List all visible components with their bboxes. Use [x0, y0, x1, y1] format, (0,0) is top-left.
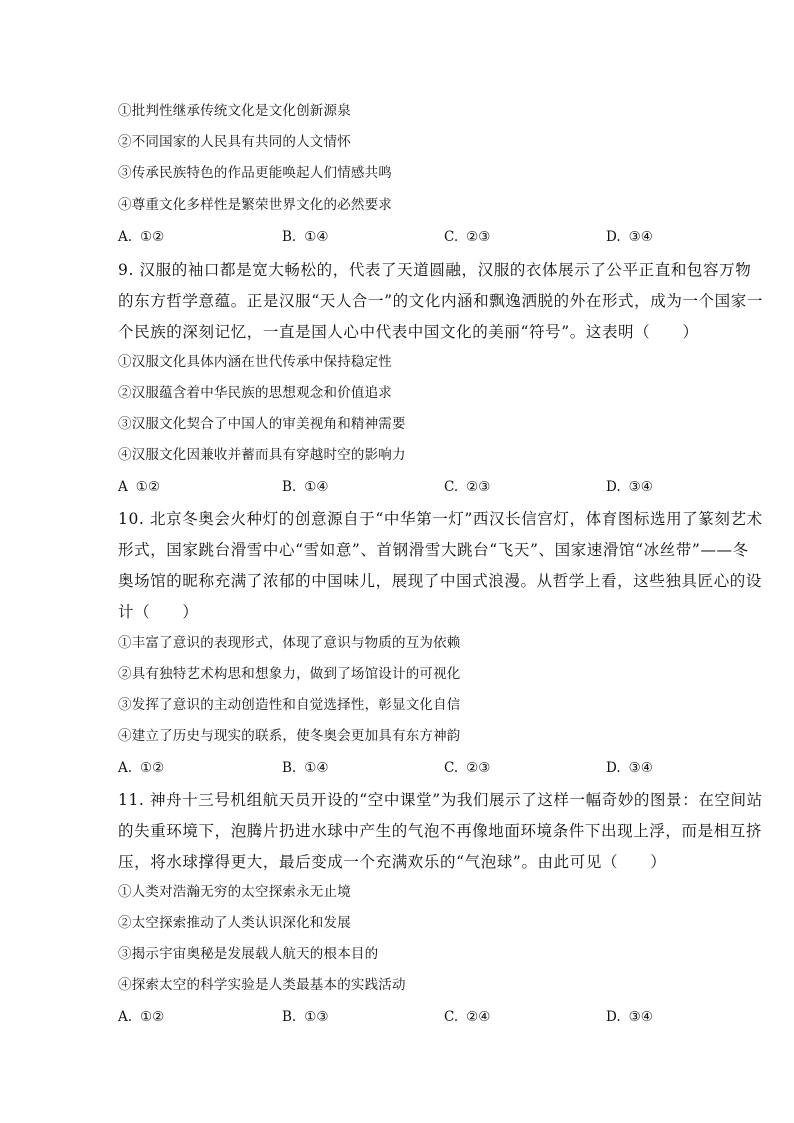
q11-options: [118, 1007, 678, 1027]
q11-item-1: ①人类对浩瀚无穷的太空探索永无止境: [118, 884, 351, 900]
q11-option-a[interactable]: [118, 1007, 164, 1027]
option-letter: A.: [118, 229, 133, 245]
option-letter: C.: [444, 229, 459, 245]
option-text: ②③: [466, 479, 491, 495]
option-letter: B.: [282, 1009, 297, 1025]
option-text: ①②: [140, 760, 165, 776]
option-letter: A.: [118, 1009, 133, 1025]
q9-stem-line-2: 的东方哲学意蕴。正是汉服“天人合一”的文化内涵和飘逸洒脱的外在形式，成为一个国家一: [118, 292, 763, 310]
option-letter: D.: [606, 1009, 621, 1025]
q9-option-d[interactable]: [606, 477, 653, 497]
q10-item-3: ③发挥了意识的主动创造性和自觉选择性，彰显文化自信: [118, 697, 461, 713]
q10-option-c[interactable]: [444, 758, 490, 778]
q10-item-2: ②具有独特艺术构思和想象力，做到了场馆设计的可视化: [118, 666, 461, 682]
option-letter: B.: [282, 760, 297, 776]
q10-option-a[interactable]: [118, 758, 164, 778]
q11-item-4: ④探索太空的科学实验是人类最基本的实践活动: [118, 977, 406, 993]
option-text: ①③: [304, 1009, 329, 1025]
option-text: ③④: [628, 1009, 653, 1025]
option-text: ①④: [304, 479, 329, 495]
option-text: ①②: [140, 229, 165, 245]
q10-options: [118, 758, 678, 778]
option-text: ③④: [628, 479, 653, 495]
q9-item-3: ③汉服文化契合了中国人的审美视角和精神需要: [118, 416, 406, 432]
option-letter: B.: [282, 479, 297, 495]
option-letter: D.: [606, 479, 621, 495]
q9-option-b[interactable]: [282, 477, 328, 497]
option-text: ①④: [304, 229, 329, 245]
option-text: ①②: [135, 479, 160, 495]
q8-item-4: ④尊重文化多样性是繁荣世界文化的必然要求: [118, 197, 392, 213]
option-text: ③④: [628, 760, 653, 776]
option-text: ③④: [628, 229, 653, 245]
q9-option-c[interactable]: [444, 477, 490, 497]
q11-stem-line-2: 的失重环境下，泡腾片扔进水球中产生的气泡不再像地面环境条件下出现上浮，而是相互挤: [118, 822, 763, 840]
q11-option-d[interactable]: [606, 1007, 653, 1027]
q8-item-2: ②不同国家的人民具有共同的人文情怀: [118, 134, 351, 150]
q8-option-b[interactable]: [282, 227, 328, 247]
option-text: ①④: [304, 760, 329, 776]
option-text: ②③: [466, 229, 491, 245]
q10-stem-line-1: 10. 北京冬奥会火种灯的创意源自于“中华第一灯”西汉长信宫灯，体育图标选用了篆刻艺术: [118, 510, 763, 528]
q8-option-a[interactable]: [118, 227, 164, 247]
q9-item-1: ①汉服文化具体内涵在世代传承中保持稳定性: [118, 354, 392, 370]
option-letter: C.: [444, 760, 459, 776]
q10-stem-line-4: 计（ ）: [118, 603, 199, 621]
q8-option-c[interactable]: [444, 227, 490, 247]
q11-stem-line-3: 压，将水球撑得更大，最后变成一个充满欢乐的“气泡球”。由此可见（ ）: [118, 853, 667, 871]
option-letter: D.: [606, 760, 621, 776]
q9-stem-line-3: 个民族的深刻记忆，一直是国人心中代表中国文化的美丽“符号”。这表明（ ）: [118, 323, 699, 341]
option-text: ②④: [466, 1009, 491, 1025]
q9-item-2: ②汉服蕴含着中华民族的思想观念和价值追求: [118, 385, 392, 401]
option-letter: A.: [118, 760, 133, 776]
q11-stem-line-1: 11. 神舟十三号机组航天员开设的“空中课堂”为我们展示了这样一幅奇妙的图景：在空间站: [118, 791, 763, 809]
q10-item-1: ①丰富了意识的表现形式，体现了意识与物质的互为依赖: [118, 635, 461, 651]
q11-option-c[interactable]: [444, 1007, 490, 1027]
q10-item-4: ④建立了历史与现实的联系，使冬奥会更加具有东方神韵: [118, 728, 461, 744]
q9-options: [118, 477, 678, 497]
option-letter: A: [118, 479, 128, 495]
q9-option-a[interactable]: [118, 477, 160, 497]
option-text: ①②: [140, 1009, 165, 1025]
option-letter: D.: [606, 229, 621, 245]
q11-item-2: ②太空探索推动了人类认识深化和发展: [118, 915, 351, 931]
q11-item-3: ③揭示宇宙奥秘是发展载人航天的根本目的: [118, 946, 379, 962]
q8-item-3: ③传承民族特色的作品更能唤起人们情感共鸣: [118, 165, 392, 181]
q10-stem-line-2: 形式，国家跳台滑雪中心“雪如意”、首钢滑雪大跳台“飞天”、国家速滑馆“冰丝带”——冬: [118, 541, 749, 559]
q8-item-1: ①批判性继承传统文化是文化创新源泉: [118, 103, 351, 119]
q11-option-b[interactable]: [282, 1007, 328, 1027]
option-letter: C.: [444, 1009, 459, 1025]
q10-option-d[interactable]: [606, 758, 653, 778]
q8-options: [118, 227, 678, 247]
q8-option-d[interactable]: [606, 227, 653, 247]
q9-stem-line-1: 9. 汉服的袖口都是宽大畅松的，代表了天道圆融，汉服的衣体展示了公平正直和包容万物: [118, 261, 752, 279]
option-text: ②③: [466, 760, 491, 776]
q10-stem-line-3: 奥场馆的昵称充满了浓郁的中国味儿，展现了中国式浪漫。从哲学上看，这些独具匠心的设: [118, 572, 763, 590]
option-letter: B.: [282, 229, 297, 245]
q10-option-b[interactable]: [282, 758, 328, 778]
option-letter: C.: [444, 479, 459, 495]
q9-item-4: ④汉服文化因兼收并蓄而具有穿越时空的影响力: [118, 447, 406, 463]
